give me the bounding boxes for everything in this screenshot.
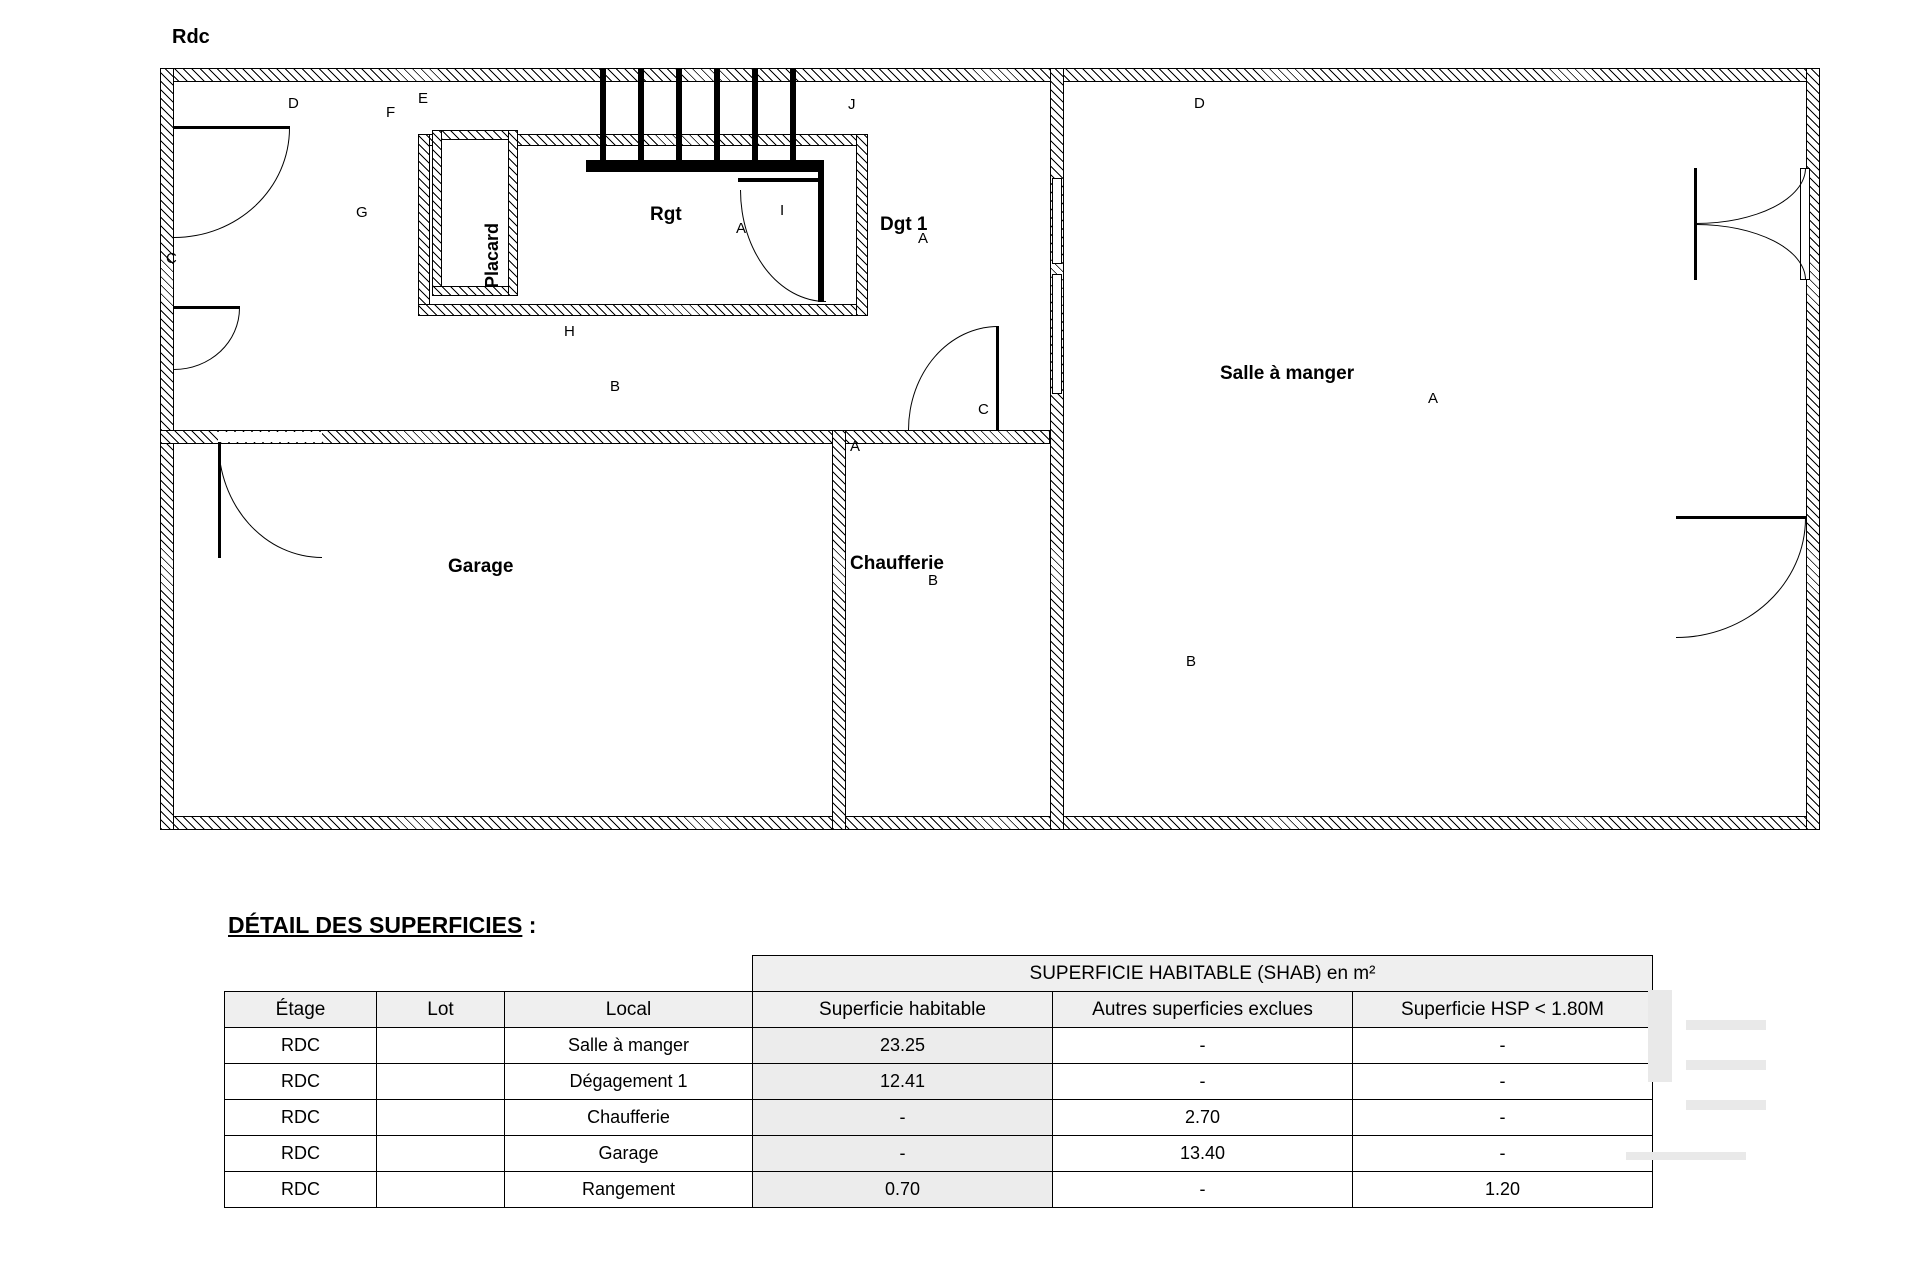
cell-hsp: - [1353, 1064, 1653, 1100]
col-header-etage: Étage [225, 992, 377, 1028]
floor-plan [160, 68, 1820, 858]
cell-etage: RDC [225, 1136, 377, 1172]
wall-top [160, 68, 1820, 82]
mark-D-right: D [1194, 95, 1205, 112]
cell-local: Dégagement 1 [505, 1064, 753, 1100]
mark-A-rgt: A [736, 220, 747, 237]
watermark-shape-5 [1626, 1152, 1746, 1160]
door-leaf-right-lower [1676, 516, 1806, 519]
cell-lot [377, 1100, 505, 1136]
door-arc-right-lower [1676, 518, 1806, 638]
wall-rgt-left [418, 134, 430, 316]
superficies-table [224, 955, 1653, 1208]
detail-superficies-title-colon: : [522, 912, 537, 938]
door-arc-left-lower [174, 308, 240, 370]
door-leaf-left-upper [174, 126, 290, 129]
mark-J: J [848, 96, 856, 113]
cell-hsp: 1.20 [1353, 1172, 1653, 1208]
plan-title: Rdc [172, 26, 210, 48]
superficies-table-wrapper [224, 955, 1653, 1208]
mark-C-middle: C [978, 401, 989, 418]
room-label-rgt: Rgt [650, 204, 682, 225]
wall-rgt-right [856, 134, 868, 316]
table-row [225, 1100, 1653, 1136]
table-row [225, 1028, 1653, 1064]
cell-autres: - [1053, 1064, 1353, 1100]
mark-F: F [386, 104, 396, 121]
watermark-shape-3 [1686, 1060, 1766, 1070]
stair-outline-inner [738, 178, 822, 182]
watermark-shape-4 [1686, 1100, 1766, 1110]
cell-lot [377, 1064, 505, 1100]
mark-B-salle: B [1186, 653, 1197, 670]
room-label-garage: Garage [448, 556, 514, 577]
stair-step-3 [676, 68, 682, 162]
cell-etage: RDC [225, 1100, 377, 1136]
cell-hsp: - [1353, 1100, 1653, 1136]
room-label-chaufferie: Chaufferie [850, 553, 944, 574]
cell-etage: RDC [225, 1064, 377, 1100]
stair-base [586, 160, 824, 172]
stair-step-6 [790, 68, 796, 162]
stair-step-5 [752, 68, 758, 162]
mark-A-dgt: A [918, 230, 929, 247]
spacer-cell-3 [505, 956, 753, 992]
cell-shab: 23.25 [753, 1028, 1053, 1064]
mark-B-dgt: B [610, 378, 621, 395]
cell-local: Chaufferie [505, 1100, 753, 1136]
spacer-cell-2 [377, 956, 505, 992]
table-group-header-row [225, 956, 1653, 992]
table-header-row [225, 992, 1653, 1028]
door-leaf-left-lower [174, 306, 240, 309]
col-header-autres-superficies-exclues: Autres superficies exclues [1053, 992, 1353, 1028]
cell-etage: RDC [225, 1028, 377, 1064]
col-header-lot: Lot [377, 992, 505, 1028]
mark-A-right: A [1428, 390, 1439, 407]
door-arc-garage [218, 442, 322, 558]
mark-E: E [418, 90, 429, 107]
col-header-superficie-hsp: Superficie HSP < 1.80M [1353, 992, 1653, 1028]
wall-garage-chaufferie [832, 430, 846, 830]
mark-B-chaufferie: B [928, 572, 939, 589]
mark-G: G [356, 204, 368, 221]
window-middle-2 [1052, 274, 1062, 394]
wall-placard-bottom [432, 286, 518, 296]
cell-local: Garage [505, 1136, 753, 1172]
mark-D-left: D [288, 95, 299, 112]
wall-placard-top [432, 130, 518, 140]
cell-autres: 13.40 [1053, 1136, 1353, 1172]
cell-shab: - [753, 1100, 1053, 1136]
stair-step-4 [714, 68, 720, 162]
window-middle-1 [1052, 178, 1062, 264]
watermark-shape-2 [1686, 1020, 1766, 1030]
stair-step-1 [600, 68, 606, 162]
mark-A-chaufferie: A [850, 438, 861, 455]
wall-placard-right [508, 130, 518, 296]
cell-autres: - [1053, 1028, 1353, 1064]
cell-autres: 2.70 [1053, 1100, 1353, 1136]
col-header-superficie-habitable: Superficie habitable [753, 992, 1053, 1028]
cell-local: Rangement [505, 1172, 753, 1208]
detail-superficies-title-text: DÉTAIL DES SUPERFICIES [228, 912, 523, 938]
garage-door-opening [218, 432, 322, 442]
cell-shab: 12.41 [753, 1064, 1053, 1100]
cell-hsp: - [1353, 1136, 1653, 1172]
cell-etage: RDC [225, 1172, 377, 1208]
cell-autres: - [1053, 1172, 1353, 1208]
door-arc-right-upper [1696, 168, 1806, 224]
room-label-dgt1: Dgt 1 [880, 214, 928, 235]
cell-lot [377, 1136, 505, 1172]
table-row [225, 1136, 1653, 1172]
mark-I: I [780, 202, 785, 219]
wall-rgt-bottom [418, 304, 868, 316]
wall-placard-left [432, 130, 442, 296]
cell-lot [377, 1172, 505, 1208]
door-arc-left-upper [174, 128, 290, 238]
group-header-shab: SUPERFICIE HABITABLE (SHAB) en m² [753, 956, 1653, 992]
table-row [225, 1172, 1653, 1208]
room-label-salle-a-manger: Salle à manger [1220, 363, 1355, 384]
wall-bottom [160, 816, 1820, 830]
stair-step-2 [638, 68, 644, 162]
detail-superficies-title [228, 912, 536, 939]
cell-local: Salle à manger [505, 1028, 753, 1064]
wall-left [160, 68, 174, 830]
watermark-shape-1 [1648, 990, 1672, 1082]
spacer-cell-1 [225, 956, 377, 992]
mark-C-left: C [166, 250, 177, 267]
room-label-placard: Placard [482, 222, 502, 288]
mark-H: H [564, 323, 575, 340]
table-row [225, 1064, 1653, 1100]
cell-shab: - [753, 1136, 1053, 1172]
door-leaf-garage [218, 442, 221, 558]
cell-lot [377, 1028, 505, 1064]
cell-shab: 0.70 [753, 1172, 1053, 1208]
cell-hsp: - [1353, 1028, 1653, 1064]
col-header-local: Local [505, 992, 753, 1028]
door-leaf-right-upper [1694, 168, 1697, 280]
door-leaf-dgt1 [996, 326, 999, 430]
door-arc-right-upper2 [1696, 224, 1806, 280]
